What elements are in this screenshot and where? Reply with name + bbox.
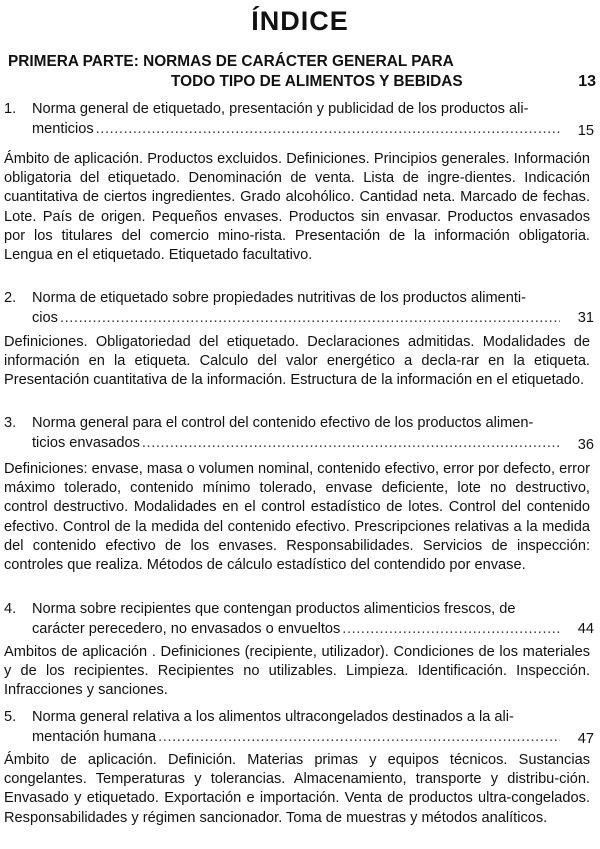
entry-number: 4. (4, 601, 17, 617)
entry-page-number: 36 (577, 437, 594, 453)
toc-entry-2[interactable] (4, 288, 598, 328)
entry-page-number: 31 (577, 310, 594, 326)
entry-page-number: 47 (577, 731, 594, 747)
page-title: ÍNDICE (251, 6, 349, 36)
leader-dots (60, 308, 560, 328)
entry-description-4: Ambitos de aplicación . Definiciones (recipiente, utilizador). Condiciones de los materiales y de los recipientes. Recipientes no utilizables. Limpieza. Identificación. Inspección. Infracciones y sanciones. (4, 644, 590, 699)
entry-description-5: Ámbito de aplicación. Definición. Materias primas y equipos técnicos. Sustancias congelantes. Temperaturas y tolerancias. Almacenamiento, transporte y distribu-ción. Envasado y etiquetado. Exportación e importación. Venta de productos ultra-congelados. Responsabilidades y régimen sancionador. Toma de muestras y métodos analíticos. (4, 752, 590, 826)
toc-entry-4[interactable] (4, 599, 598, 639)
toc-entry-3[interactable] (4, 413, 598, 453)
entry-heading (4, 99, 598, 139)
entry-page-number: 15 (577, 123, 594, 139)
entry-title-line2: ticios envasados (32, 435, 140, 451)
entry-number: 2. (4, 290, 17, 306)
entry-number: 5. (4, 709, 17, 725)
leader-dots (96, 119, 560, 139)
entry-number: 1. (4, 101, 17, 117)
part-title-line2: TODO TIPO DE ALIMENTOS Y BEBIDAS (171, 73, 463, 90)
entry-page-number: 44 (577, 621, 594, 637)
entry-description-3: Definiciones: envase, masa o volumen nominal, contenido efectivo, error por defecto, error máximo tolerado, contenido mínimo tolerado, envase deficiente, lote no destructivo, control destructivo. Modalidades en el control estadístico de lotes. Control del contenido efectivo. Control de la medida del contenido efectivo. Prescripciones relativas a la medida del contenido efectivo de los envases. Responsabilidades. Servicios de inspección: controles que realiza. Métodos de cálculo estadístico del contendido por envase. (4, 461, 590, 574)
entry-title-line1: Norma general relativa a los alimentos ultracongelados destinados a la ali- (32, 709, 514, 725)
entry-heading (4, 413, 598, 453)
toc-entry-5[interactable] (4, 707, 598, 747)
entry-title-line2: cios (32, 310, 58, 326)
toc-entry-1[interactable] (4, 99, 598, 139)
entry-title-line2: carácter perecedero, no envasados o envueltos (32, 621, 341, 637)
entry-description-2: Definiciones. Obligatoriedad del etiquetado. Declaraciones admitidas. Modalidades de información en la etiqueta. Calculo del valor energético a decla-rar en la etiqueta. Presentación cuantitativa de la información. Estructura de la información en el etiquetado. (4, 334, 590, 389)
leader-dots (142, 433, 560, 453)
entry-title-line1: Norma general de etiquetado, presentación y publicidad de los productos ali- (32, 101, 529, 117)
entry-title-line1: Norma general para el control del contenido efectivo de los productos alimen- (32, 415, 534, 431)
leader-dots (158, 727, 560, 747)
entry-title-line2: menticios (32, 121, 94, 137)
entry-heading (4, 599, 598, 639)
entry-title-line1: Norma sobre recipientes que contengan productos alimenticios frescos, de (32, 601, 516, 617)
entry-title-line2: mentación humana (32, 729, 157, 745)
entry-description-1: Ámbito de aplicación. Productos excluidos. Definiciones. Principios generales. Información obligatoria del etiquetado. Denominación de venta. Lista de ingre-dientes. Indicación cuantitativa de ciertos ingredientes. Grado alcohólico. Cantidad neta. Marcado de fechas. Lote. País de origen. Pequeños envases. Productos sin envasar. Productos envasados por los titulares del comercio mino-rista. Presentación de la información obligatoria. Lengua en el etiquetado. Etiquetado facultativo. (4, 151, 590, 264)
part-title-line1: PRIMERA PARTE: NORMAS DE CARÁCTER GENERAL PARA (8, 53, 454, 70)
entry-heading (4, 707, 598, 747)
entry-heading (4, 288, 598, 328)
entry-title-line1: Norma de etiquetado sobre propiedades nutritivas de los productos alimenti- (32, 290, 527, 306)
leader-dots (342, 619, 560, 639)
part-page-number: 13 (578, 73, 596, 90)
entry-number: 3. (4, 415, 17, 431)
